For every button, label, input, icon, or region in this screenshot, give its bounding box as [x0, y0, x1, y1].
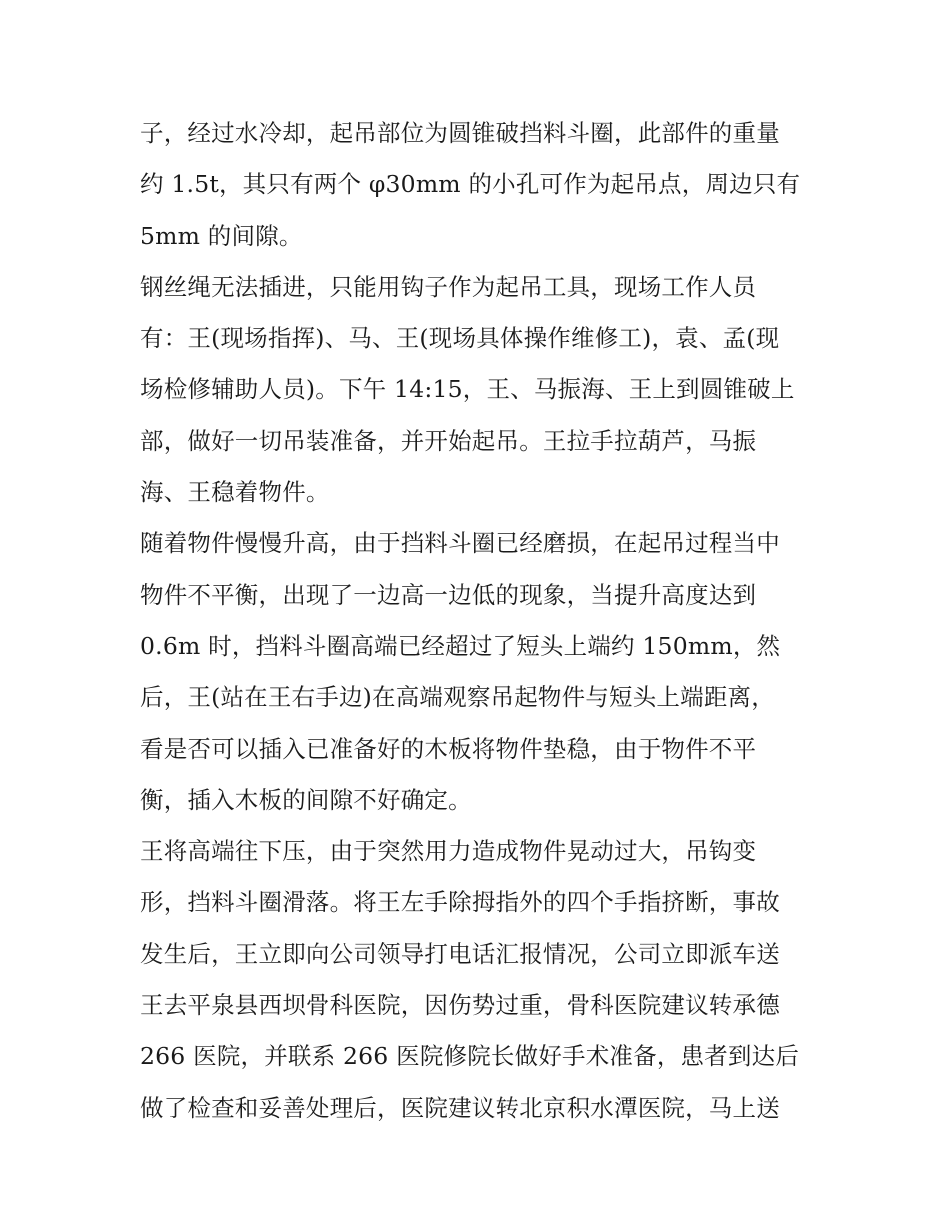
text-line: 场检修辅助人员)。下午 14:15，王、马振海、王上到圆锥破上 [140, 375, 795, 404]
text-line: 部，做好一切吊装准备，并开始起吊。王拉手拉葫芦，马振 [140, 426, 757, 455]
paragraph [140, 518, 820, 826]
text-line: 发生后，王立即向公司领导打电话汇报情况，公司立即派车送 [140, 939, 780, 968]
text-line: 衡，插入木板的间隙不好确定。 [140, 785, 472, 814]
text-line: 随着物件慢慢升高，由于挡料斗圈已经磨损，在起吊过程当中 [140, 529, 780, 558]
paragraph [140, 826, 820, 1134]
text-line: 做了检查和妥善处理后，医院建议转北京积水潭医院，马上送 [140, 1093, 780, 1122]
document-body [140, 108, 820, 1134]
text-line: 物件不平衡，出现了一边高一边低的现象，当提升高度达到 [140, 580, 757, 609]
text-line: 王将高端往下压，由于突然用力造成物件晃动过大，吊钩变 [140, 837, 757, 866]
text-line: 有：王(现场指挥)、马、王(现场具体操作维修工)，袁、孟(现 [140, 324, 780, 353]
text-line: 子，经过水冷却，起吊部位为圆锥破挡料斗圈，此部件的重量 [140, 119, 780, 147]
text-line: 王去平泉县西坝骨科医院，因伤势过重，骨科医院建议转承德 [140, 991, 780, 1020]
text-line: 后，王(站在王右手边)在高端观察吊起物件与短头上端距离， [140, 683, 775, 712]
paragraph [140, 108, 820, 262]
text-line: 形，挡料斗圈滑落。将王左手除拇指外的四个手指挤断，事故 [140, 888, 780, 917]
text-line: 约 1.5t，其只有两个 φ30mm 的小孔可作为起吊点，周边只有 [140, 170, 801, 199]
text-line: 266 医院，并联系 266 医院修院长做好手术准备，患者到达后 [140, 1042, 800, 1071]
text-line: 0.6m 时，挡料斗圈高端已经超过了短头上端约 150mm，然 [140, 631, 781, 660]
text-line: 海、王稳着物件。 [140, 478, 330, 507]
paragraph [140, 262, 820, 518]
text-line: 看是否可以插入已准备好的木板将物件垫稳，由于物件不平 [140, 734, 757, 763]
text-line: 钢丝绳无法插进，只能用钩子作为起吊工具，现场工作人员 [140, 272, 757, 301]
text-line: 5mm 的间隙。 [140, 221, 303, 250]
